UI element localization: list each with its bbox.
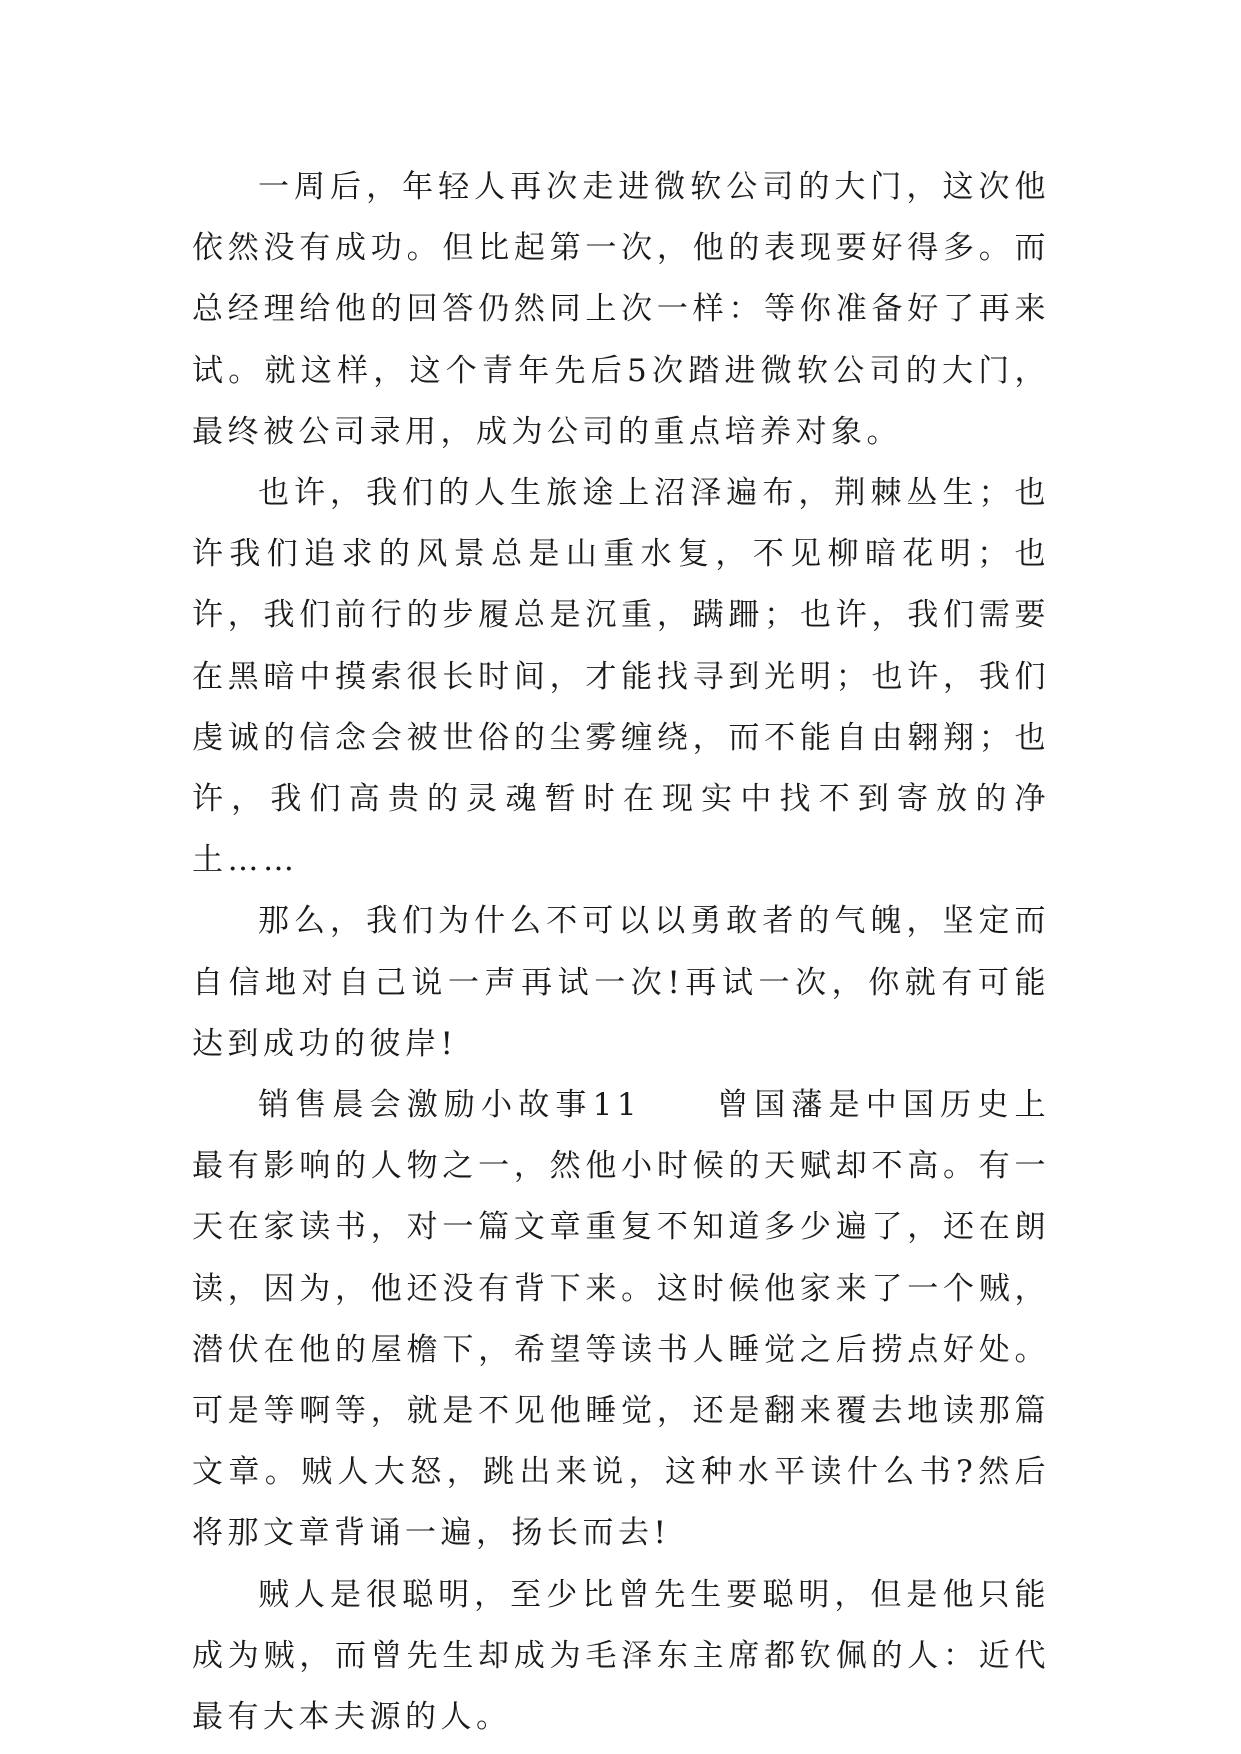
paragraph-1: 一周后，年轻人再次走进微软公司的大门，这次他依然没有成功。但比起第一次，他的表现要好得多。而总经理给他的回答仍然同上次一样：等你准备好了再来试。就这样，这个青年先后5次踏进微软公司的大门，最终被公司录用，成为公司的重点培养对象。 xyxy=(192,169,1050,450)
paragraph-2: 也许，我们的人生旅途上沼泽遍布，荆棘丛生；也许我们追求的风景总是山重水复，不见柳暗花明；也许，我们前行的步履总是沉重，蹒跚；也许，我们需要在黑暗中摸索很长时间，才能找寻到光明；也许，我们虔诚的信念会被世俗的尘雾缠绕，而不能自由翱翔；也许，我们高贵的灵魂暂时在现实中找不到寄放的净土…… xyxy=(192,475,1050,879)
paragraph-3: 那么，我们为什么不可以以勇敢者的气魄，坚定而自信地对自己说一声再试一次!再试一次，你就有可能达到成功的彼岸! xyxy=(192,903,1050,1062)
paragraph-4: 销售晨会激励小故事11 曾国藩是中国历史上最有影响的人物之一，然他小时候的天赋却不高。有一天在家读书，对一篇文章重复不知道多少遍了，还在朗读，因为，他还没有背下来。这时候他家来了一个贼，潜伏在他的屋檐下，希望等读书人睡觉之后捞点好处。可是等啊等，就是不见他睡觉，还是翻来覆去地读那篇文章。贼人大怒，跳出来说，这种水平读什么书?然后将那文章背诵一遍，扬长而去! xyxy=(192,1087,1050,1552)
document-body xyxy=(192,157,1050,1748)
paragraph-5: 贼人是很聪明，至少比曾先生要聪明，但是他只能成为贼，而曾先生却成为毛泽东主席都钦佩的人：近代最有大本夫源的人。 xyxy=(192,1576,1050,1736)
